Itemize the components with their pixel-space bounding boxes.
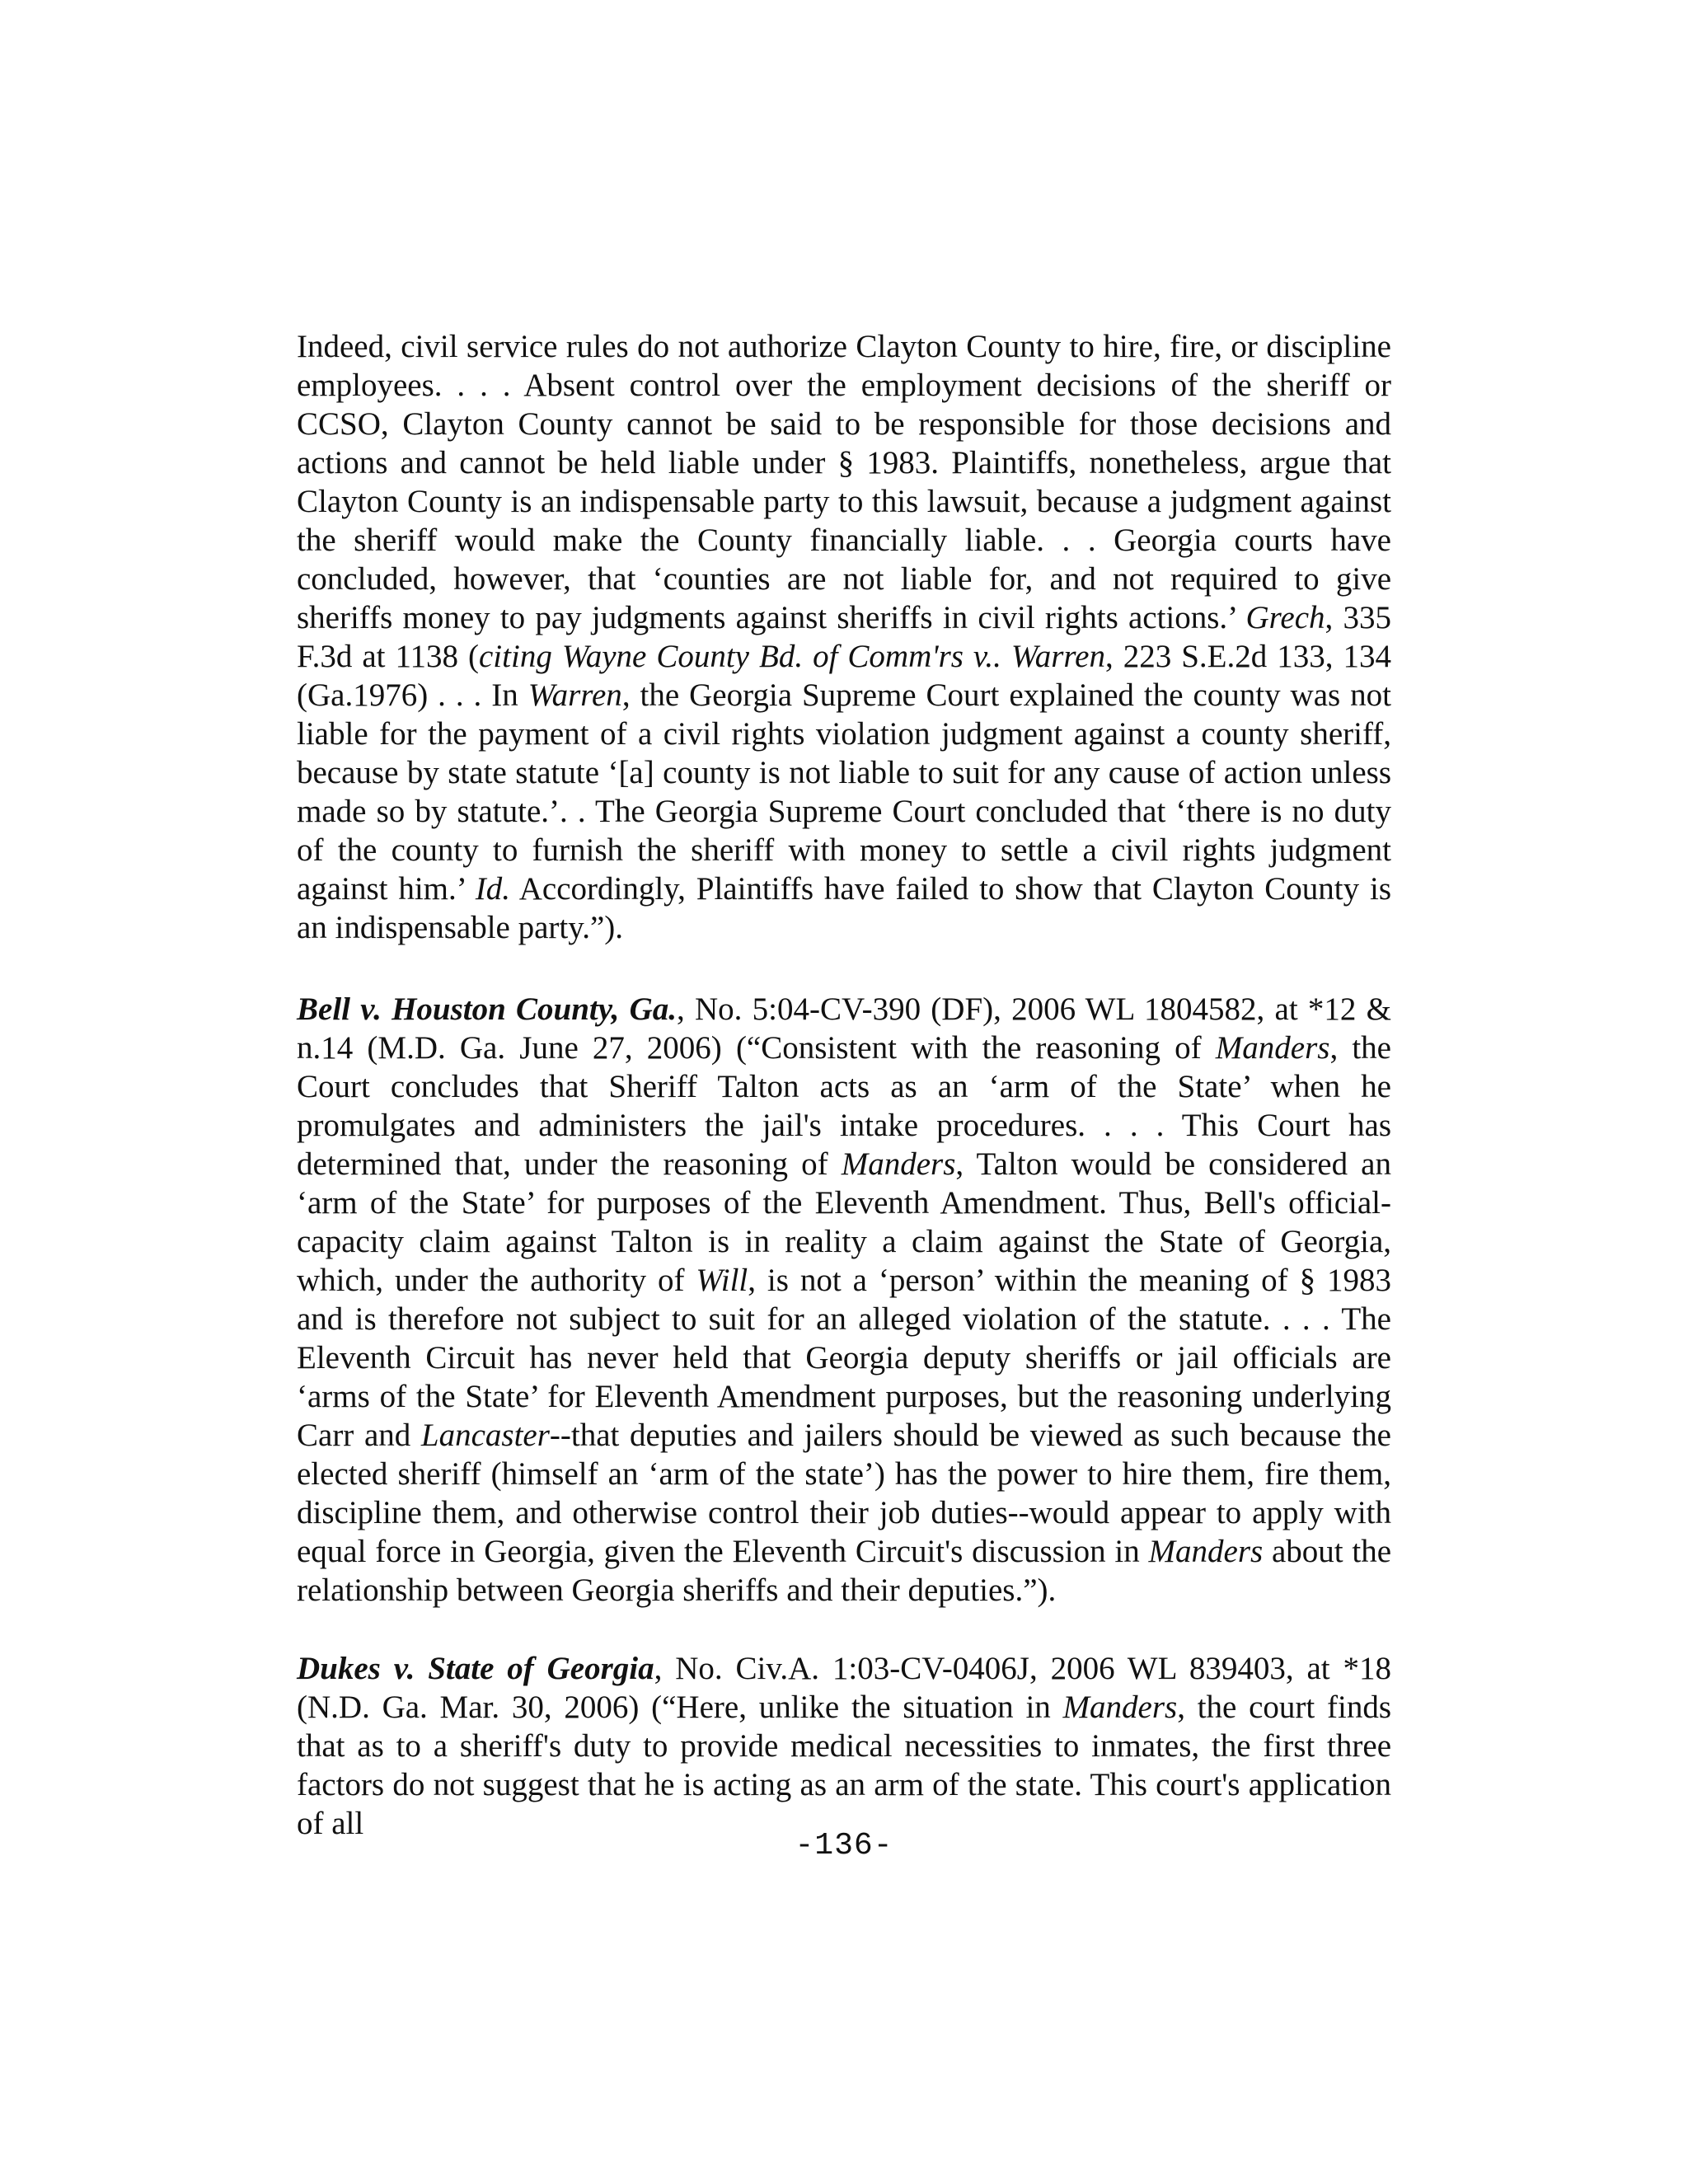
passage-text: , 335 F.3d at 1138 ( [297,600,1392,674]
case-citation-warren: Warren [528,677,622,713]
case-entry-dukes [297,1649,1391,1843]
passage-text: , the court finds that as to a sheriff's duty to provide medical necessities to inmates, the first three factors do not suggest that he is acting as an arm of the state. This court's application of all [297,1690,1392,1841]
case-citation-warren-full: citing Wayne County Bd. of Comm'rs v.. Warren [479,639,1105,674]
id-citation: Id. [475,871,510,907]
passage-text: , 223 S.E.2d 133, 134 (Ga.1976) . . . In [297,639,1391,713]
case-name: Bell v. Houston County, Ga. [297,991,678,1027]
case-citation-will: Will [696,1263,748,1298]
case-citation-manders: Manders [1062,1690,1178,1725]
quoted-passage-continuation [297,327,1391,947]
passage-text: , the Court concludes that Sheriff Talton acts as an ‘arm of the State’ when he promulgates and administers the jail's intake procedures. . . . This Court has determined that, under the reasoning of [297,1030,1391,1182]
passage-text: about the relationship between Georgia sheriffs and their deputies.”). [297,1534,1392,1608]
case-entry-bell [297,990,1391,1610]
passage-text: Accordingly, Plaintiffs have failed to show that Clayton County is an indispensable party.”). [297,871,1391,945]
case-citation-manders: Manders [1215,1030,1330,1066]
case-citation-grech: Grech [1245,600,1325,635]
passage-text: --that deputies and jailers should be viewed as such because the elected sheriff (himself an ‘arm of the state’) has the power to hire them, fire them, discipline them, and otherwise control their job duties--would appear to apply with equal force in Georgia, given the Eleventh Circuit's discussion in [297,1418,1391,1569]
case-citation-manders: Manders [1148,1534,1264,1569]
case-citation-lancaster: Lancaster [420,1418,550,1453]
case-citation-manders: Manders [841,1146,956,1182]
passage-text: , is not a ‘person’ within the meaning of § 1983 and is therefore not subject to suit for an alleged violation of the statute. . . . The Eleventh Circuit has never held that Georgia deputy sheriffs or jail officials are ‘arms of the State’ for Eleventh Amendment purposes, but the reasoning underlying Carr and [297,1263,1392,1453]
passage-text: , Talton would be considered an ‘arm of the State’ for purposes of the Eleventh Amendment. Thus, Bell's official-capacity claim against Talton is in reality a claim against the State of Georgia, which, under the authority of [297,1146,1391,1298]
passage-text: , No. Civ.A. 1:03-CV-0406J, 2006 WL 839403, at *18 (N.D. Ga. Mar. 30, 2006) (“Here, unlike the situation in [297,1651,1392,1725]
passage-text: , the Georgia Supreme Court explained the county was not liable for the payment of a civil rights violation judgment against a county sheriff, because by state statute ‘[a] county is not liable to suit for any cause of action unless made so by statute.’. . The Georgia Supreme Court concluded that ‘there is no duty of the county to furnish the sheriff with money to settle a civil rights judgment against him.’ [297,677,1391,907]
case-name: Dukes v. State of Georgia [297,1651,654,1686]
page-number: -136- [795,1828,893,1863]
passage-text: , No. 5:04-CV-390 (DF), 2006 WL 1804582, at *12 & n.14 (M.D. Ga. June 27, 2006) (“Consistent with the reasoning of [297,991,1391,1066]
passage-text: Indeed, civil service rules do not authorize Clayton County to hire, fire, or discipline employees. . . . Absent control over the employment decisions of the sheriff or CCSO, Clayton County cannot be said to be responsible for those decisions and actions and cannot be held liable under § 1983. Plaintiffs, nonetheless, argue that Clayton County is an indispensable party to this lawsuit, because a judgment against the sheriff would make the County financially liable. . . Georgia courts have concluded, however, that ‘counties are not liable for, and not required to give sheriffs money to pay judgments against sheriffs in civil rights actions.’ [297,329,1391,635]
